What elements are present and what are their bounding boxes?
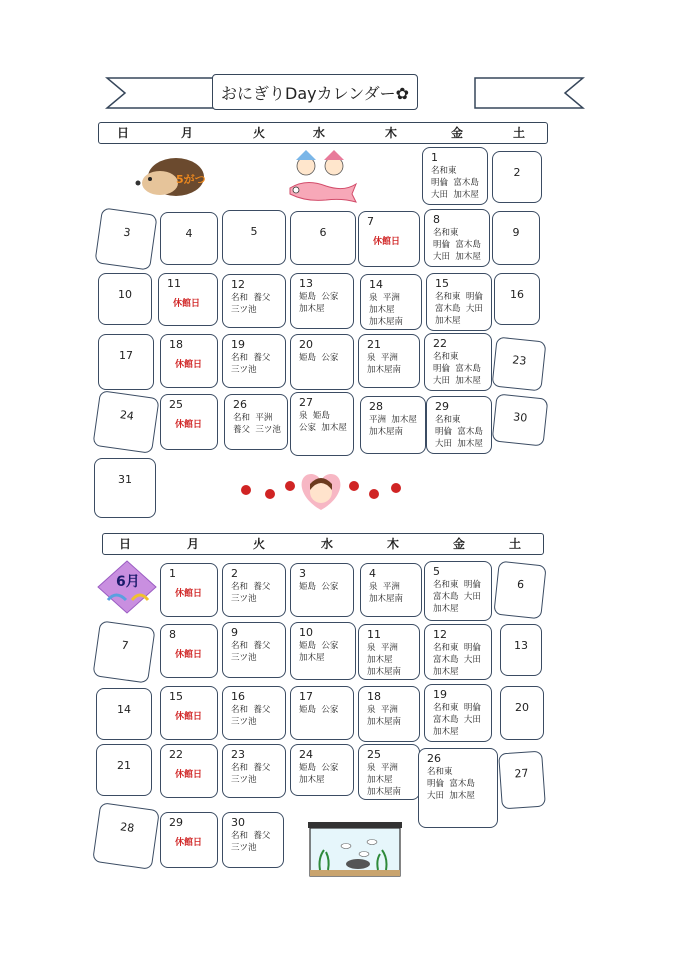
district-list: 名和東 明倫 富木島 大田 加木屋: [431, 166, 479, 200]
district-list: 泉 平洲 加木屋南: [367, 353, 402, 375]
district-list: 名和東 明倫 富木島 大田 加木屋: [433, 703, 481, 737]
may-day-cell: [290, 392, 354, 456]
may-day-cell: [98, 273, 152, 325]
day-number: 22: [169, 748, 183, 761]
may-day-cell: [290, 211, 356, 265]
district-list: 姫島 公家 加木屋: [299, 641, 339, 663]
district-list: 姫島 公家 加木屋: [299, 292, 339, 314]
day-number: 12: [433, 628, 447, 641]
weekday-label: 火: [253, 126, 266, 140]
day-number: 25: [367, 748, 381, 761]
district-list: 名和 養父 三ツ池: [231, 641, 271, 663]
day-number: 3: [122, 225, 132, 240]
day-number: 9: [512, 226, 520, 239]
day-number: 28: [369, 400, 383, 413]
day-number: 31: [118, 473, 132, 486]
day-number: 4: [369, 567, 376, 580]
day-number: 7: [120, 638, 130, 653]
day-number: 2: [513, 166, 521, 179]
closed-day-label: 休館日: [175, 650, 203, 660]
day-number: 25: [169, 398, 183, 411]
day-number: 12: [231, 278, 245, 291]
day-number: 28: [119, 820, 136, 835]
district-list: 名和東 明倫 富木島 大田 加木屋: [433, 228, 481, 262]
may-day-cell: [360, 274, 422, 330]
day-number: 8: [433, 213, 440, 226]
june-day-cell: [500, 624, 542, 676]
weekday-label: 金: [451, 126, 464, 140]
day-number: 11: [167, 277, 181, 290]
district-list: 名和 養父 三ツ池: [231, 705, 271, 727]
may-day-cell: [358, 334, 420, 388]
weekday-label: 日: [117, 126, 130, 140]
weekday-header-june: [102, 533, 544, 555]
day-number: 13: [514, 639, 528, 652]
may-day-cell: [222, 334, 286, 388]
june-badge-label: 6月: [116, 574, 140, 590]
day-number: 8: [169, 628, 176, 641]
june-day-cell: [92, 802, 160, 870]
may-day-cell: [160, 212, 218, 265]
june-day-cell: [290, 686, 354, 740]
aquarium-icon: [306, 820, 404, 880]
weekday-label: 日: [119, 537, 132, 551]
district-list: 名和 養父 三ツ池: [231, 831, 271, 853]
may-day-cell: [492, 151, 542, 203]
day-number: 10: [299, 626, 313, 639]
day-number: 4: [185, 227, 193, 240]
june-day-cell: [222, 622, 286, 678]
june-day-cell: [96, 744, 152, 796]
may-day-cell: [424, 209, 490, 267]
page-title: [212, 74, 418, 110]
closed-day-label: 休館日: [175, 420, 203, 430]
day-number: 5: [250, 225, 258, 238]
june-day-cell: [160, 812, 218, 868]
weekday-label: 月: [187, 537, 200, 551]
day-number: 24: [299, 748, 313, 761]
day-number: 5: [433, 565, 440, 578]
june-day-cell: [222, 686, 286, 740]
day-number: 15: [169, 690, 183, 703]
may-day-cell: [492, 393, 549, 446]
page-title-text: おにぎりDayカレンダー✿: [221, 83, 409, 103]
district-list: 泉 姫島 公家 加木屋: [299, 411, 347, 433]
district-list: 泉 平洲 加木屋南: [367, 705, 402, 727]
day-number: 3: [299, 567, 306, 580]
district-list: 姫島 公家: [299, 582, 339, 592]
district-list: 平洲 加木屋 加木屋南: [369, 415, 417, 437]
day-number: 29: [169, 816, 183, 829]
may-day-cell: [358, 211, 420, 267]
district-list: 姫島 公家 加木屋: [299, 763, 339, 785]
june-day-cell: [160, 686, 218, 740]
june-day-cell: [222, 744, 286, 798]
june-day-cell: [96, 688, 152, 740]
day-number: 16: [231, 690, 245, 703]
day-number: 14: [369, 278, 383, 291]
june-day-cell: [500, 686, 544, 740]
weekday-label: 土: [513, 126, 526, 140]
day-number: 19: [231, 338, 245, 351]
day-number: 10: [118, 288, 132, 301]
day-number: 24: [119, 408, 135, 423]
day-number: 23: [231, 748, 245, 761]
weekday-label: 月: [181, 126, 194, 140]
weekday-label: 水: [313, 126, 326, 140]
june-day-cell: [418, 748, 498, 828]
district-list: 名和東 明倫 富木島 大田 加木屋: [433, 580, 481, 614]
day-number: 29: [435, 400, 449, 413]
day-number: 27: [514, 766, 529, 781]
district-list: 姫島 公家: [299, 353, 339, 363]
may-day-cell: [494, 273, 540, 325]
june-day-cell: [290, 563, 354, 617]
district-list: 泉 平洲 加木屋南: [369, 582, 404, 604]
day-number: 1: [431, 151, 438, 164]
may-day-cell: [158, 273, 218, 326]
district-list: 泉 平洲 加木屋 加木屋南: [367, 763, 402, 797]
june-day-cell: [358, 744, 420, 800]
day-number: 26: [233, 398, 247, 411]
may-day-cell: [94, 458, 156, 518]
may-day-cell: [290, 273, 354, 329]
day-number: 18: [169, 338, 183, 351]
june-day-cell: [493, 561, 546, 620]
district-list: 名和東 明倫 富木島 大田 加木屋: [433, 352, 481, 386]
day-number: 1: [169, 567, 176, 580]
may-day-cell: [290, 334, 354, 390]
may-day-cell: [222, 210, 286, 265]
day-number: 21: [367, 338, 381, 351]
june-day-cell: [498, 751, 546, 810]
may-day-cell: [222, 274, 286, 328]
may-day-cell: [426, 273, 492, 331]
district-list: 名和東 明倫 富木島 大田 加木屋: [435, 415, 483, 449]
day-number: 20: [299, 338, 313, 351]
may-day-cell: [492, 337, 547, 392]
weekday-label: 金: [453, 537, 466, 551]
day-number: 14: [117, 703, 131, 716]
may-day-cell: [426, 396, 492, 454]
may-day-cell: [492, 211, 540, 265]
district-list: 名和 養父 三ツ池: [231, 353, 271, 375]
may-day-cell: [160, 394, 218, 450]
june-day-cell: [424, 561, 492, 621]
may-day-cell: [224, 394, 288, 450]
june-day-cell: [290, 622, 356, 680]
district-list: 泉 平洲 加木屋 加木屋南: [367, 643, 402, 677]
day-number: 19: [433, 688, 447, 701]
day-number: 6: [516, 577, 525, 592]
closed-day-label: 休館日: [173, 299, 201, 309]
day-number: 22: [433, 337, 447, 350]
closed-day-label: 休館日: [175, 838, 203, 848]
june-day-cell: [92, 620, 155, 683]
closed-day-label: 休館日: [175, 360, 203, 370]
day-number: 17: [119, 349, 133, 362]
may-day-cell: [424, 333, 492, 391]
day-number: 6: [319, 226, 327, 239]
may-day-cell: [98, 334, 154, 390]
may-day-cell: [160, 334, 218, 388]
weekday-label: 土: [509, 537, 522, 551]
june-day-cell: [160, 563, 218, 617]
day-number: 9: [231, 626, 238, 639]
day-number: 17: [299, 690, 313, 703]
day-number: 15: [435, 277, 449, 290]
district-list: 姫島 公家: [299, 705, 339, 715]
day-number: 20: [515, 701, 529, 714]
june-day-cell: [360, 563, 422, 617]
day-number: 21: [117, 759, 131, 772]
weekday-label: 木: [387, 537, 400, 551]
june-day-cell: [222, 812, 284, 868]
closed-day-label: 休館日: [373, 237, 401, 247]
district-list: 名和 平洲 養父 三ツ池: [233, 413, 281, 435]
may-day-cell: [422, 147, 488, 205]
day-number: 2: [231, 567, 238, 580]
june-badge-icon: [96, 560, 158, 614]
june-day-cell: [358, 686, 420, 742]
weekday-header-may: [98, 122, 548, 144]
june-day-cell: [424, 684, 492, 742]
day-number: 18: [367, 690, 381, 703]
weekday-label: 木: [385, 126, 398, 140]
day-number: 27: [299, 396, 313, 409]
day-number: 7: [367, 215, 374, 228]
district-list: 名和東 明倫 富木島 大田 加木屋: [427, 767, 475, 801]
weekday-label: 水: [321, 537, 334, 551]
day-number: 30: [512, 410, 528, 425]
may-day-cell: [92, 390, 159, 454]
june-day-cell: [160, 744, 218, 798]
day-number: 11: [367, 628, 381, 641]
day-number: 30: [231, 816, 245, 829]
district-list: 泉 平洲 加木屋 加木屋南: [369, 293, 404, 327]
district-list: 名和 養父 三ツ池: [231, 763, 271, 785]
closed-day-label: 休館日: [175, 770, 203, 780]
may-day-cell: [360, 396, 426, 454]
carnation-girl-icon: [236, 470, 406, 514]
june-day-cell: [290, 744, 354, 796]
day-number: 16: [510, 288, 524, 301]
june-day-cell: [222, 563, 286, 617]
may-badge-label: 5がつ: [176, 173, 206, 186]
district-list: 名和 養父 三ツ池: [231, 293, 271, 315]
district-list: 名和 養父 三ツ池: [231, 582, 271, 604]
june-day-cell: [424, 624, 492, 680]
weekday-label: 火: [253, 537, 266, 551]
closed-day-label: 休館日: [175, 712, 203, 722]
may-day-cell: [94, 207, 157, 270]
hedgehog-icon: [132, 153, 208, 199]
day-number: 13: [299, 277, 313, 290]
day-number: 23: [511, 353, 528, 368]
june-day-cell: [358, 624, 420, 680]
day-number: 26: [427, 752, 441, 765]
carp-streamer-icon: [286, 150, 358, 206]
june-day-cell: [160, 624, 218, 678]
closed-day-label: 休館日: [175, 589, 203, 599]
district-list: 名和東 明倫 富木島 大田 加木屋: [435, 292, 483, 326]
district-list: 名和東 明倫 富木島 大田 加木屋: [433, 643, 481, 677]
